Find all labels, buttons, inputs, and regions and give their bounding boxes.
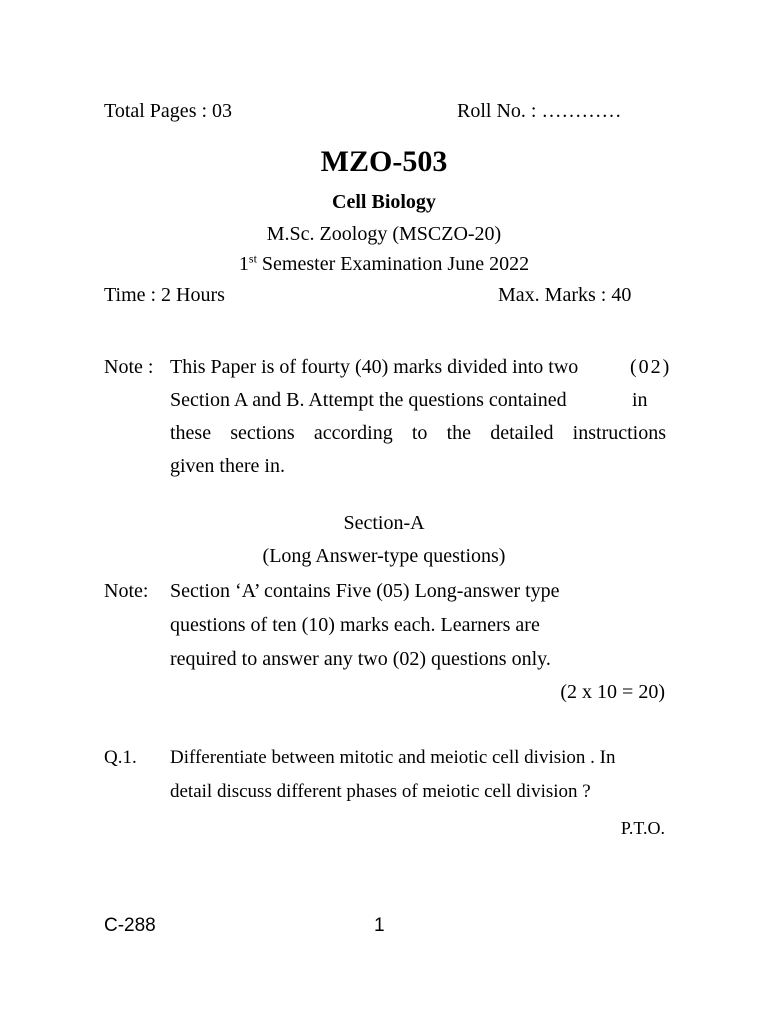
program-name: M.Sc. Zoology (MSCZO-20) (266, 223, 502, 245)
section-note-line-3: required to answer any two (02) questions only. (170, 648, 551, 670)
section-note-line-1: Section ‘A’ contains Five (05) Long-answer type (170, 580, 560, 602)
semester-suffix: st (248, 251, 257, 266)
section-note-line-2: questions of ten (10) marks each. Learners are (170, 614, 540, 636)
semester-line (0, 252, 768, 276)
roll-number: Roll No. : ………… (457, 100, 622, 122)
note-line-1-tail: (02) (630, 356, 672, 378)
semester-number: 1 (238, 253, 249, 275)
note-line-1: This Paper is of fourty (40) marks divided into two (170, 356, 579, 378)
note-line-2-tail: in (632, 389, 648, 411)
note-line-3: these sections according to the detailed instructions (170, 422, 666, 444)
total-pages: Total Pages : 03 (104, 100, 233, 122)
max-marks: Max. Marks : 40 (498, 284, 632, 306)
pto-label: P.T.O. (620, 818, 665, 838)
subject-title: Cell Biology (332, 191, 436, 213)
note-line-4: given there in. (170, 455, 285, 477)
page-number: 1 (374, 915, 385, 936)
section-note-label: Note: (104, 580, 149, 602)
paper-code: MZO-503 (320, 145, 448, 178)
question-line-2: detail discuss different phases of meiotic cell division ? (170, 781, 591, 802)
exam-time: Time : 2 Hours (104, 284, 225, 306)
semester-text: Semester Examination June 2022 (256, 253, 530, 275)
section-title: Section-A (343, 512, 425, 534)
note-label: Note : (104, 356, 154, 378)
note-line-2: Section A and B. Attempt the questions contained (170, 389, 567, 411)
section-subtitle: (Long Answer-type questions) (262, 545, 506, 567)
section-marks: (2 x 10 = 20) (560, 681, 665, 703)
question-line-1: Differentiate between mitotic and meiotic cell division . In (170, 747, 616, 768)
question-number: Q.1. (104, 747, 137, 768)
footer-code: C-288 (104, 915, 156, 936)
